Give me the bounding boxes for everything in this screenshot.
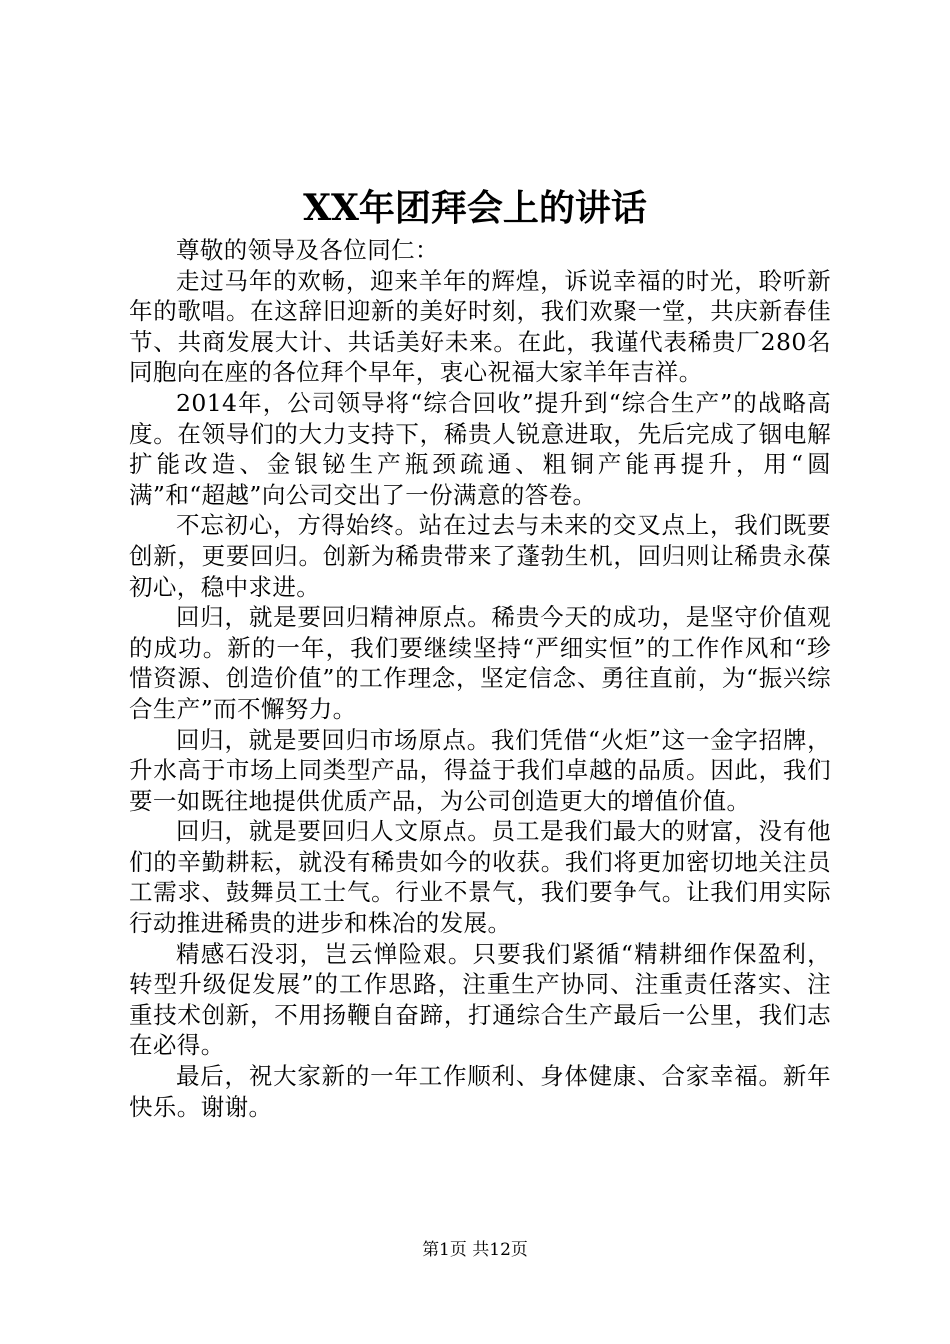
paragraph: 回归，就是要回归市场原点。我们凭借“火炬”这一金字招牌，升水高于市场上同类型产品，得益于我们卓越的品质。因此，我们要一如既往地提供优质产品，为公司创造更大的增值价值。 [129,725,831,815]
paragraph: 走过马年的欢畅，迎来羊年的辉煌，诉说幸福的时光，聆听新年的歌唱。在这辞旧迎新的美好时刻，我们欢聚一堂，共庆新春佳节、共商发展大计、共话美好未来。在此，我谨代表稀贵厂280名同胞向在座的各位拜个早年，衷心祝福大家羊年吉祥。 [129,266,831,387]
document-title: XX年团拜会上的讲话 [303,187,647,229]
paragraph: 最后，祝大家新的一年工作顺利、身体健康、合家幸福。新年快乐。谢谢。 [129,1062,831,1121]
paragraph: 精感石没羽，岂云惮险艰。只要我们紧循“精耕细作保盈利，转型升级促发展”的工作思路，注重生产协同、注重责任落实、注重技术创新，不用扬鞭自奋蹄，打通综合生产最后一公里，我们志在必得。 [129,939,831,1060]
paragraph: 2014年，公司领导将“综合回收”提升到“综合生产”的战略高度。在领导们的大力支持下，稀贵人锐意进取，先后完成了铟电解扩能改造、金银铋生产瓶颈疏通、粗铜产能再提升，用“圆满”和“超越”向公司交出了一份满意的答卷。 [129,388,831,509]
salutation: 尊敬的领导及各位同仁： [176,236,439,264]
paragraph: 回归，就是要回归精神原点。稀贵今天的成功，是坚守价值观的成功。新的一年，我们要继续坚持“严细实恒”的工作作风和“珍惜资源、创造价值”的工作理念，坚定信念、勇往直前，为“振兴综合生产”而不懈努力。 [129,603,831,723]
paragraph: 不忘初心，方得始终。站在过去与未来的交叉点上，我们既要创新，更要回归。创新为稀贵带来了蓬勃生机，回归则让稀贵永葆初心，稳中求进。 [129,511,831,601]
document-body [129,235,831,1122]
page-number-footer: 第1页 共12页 [422,1240,528,1260]
paragraph: 回归，就是要回归人文原点。员工是我们最大的财富，没有他们的辛勤耕耘，就没有稀贵如今的收获。我们将更加密切地关注员工需求、鼓舞员工士气。行业不景气，我们要争气。让我们用实际行动推进稀贵的进步和株冶的发展。 [129,817,831,938]
